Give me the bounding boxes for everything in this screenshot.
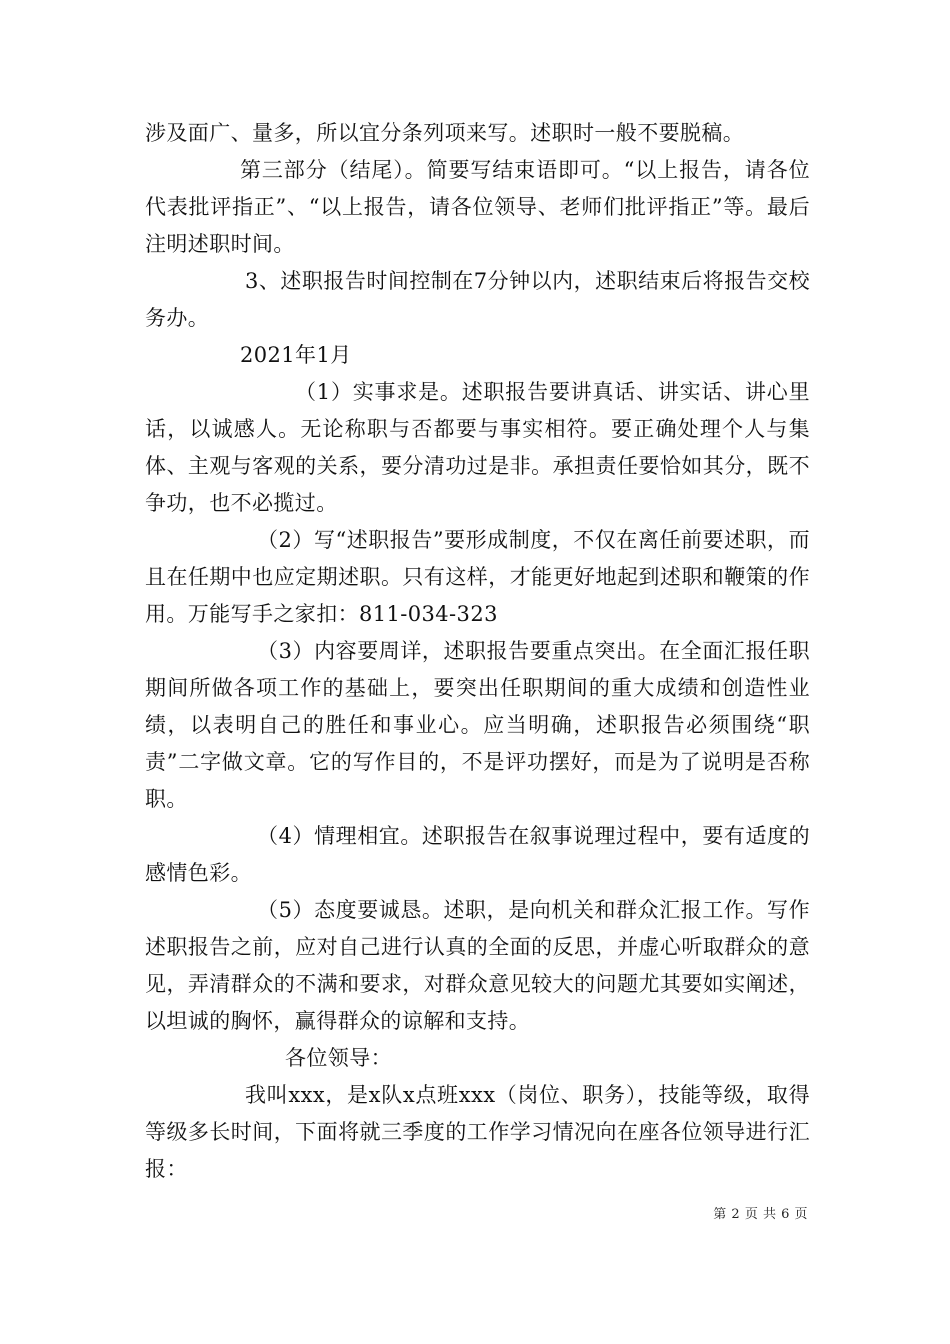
paragraph-self-introduction: 我叫xxx，是x队x点班xxx（岗位、职务），技能等级，取得等级多长时间，下面将就三季度的工作学习情况向在座各位领导进行汇报： (145, 1083, 810, 1181)
paragraph-date: 2021年1月 (240, 343, 352, 367)
paragraph-part-three-ending: 第三部分（结尾）。简要写结束语即可。“以上报告，请各位代表批评指正”、“以上报告，请各位领导、老师们批评指正”等。最后注明述职时间。 (145, 158, 810, 256)
paragraph-time-control: 3、述职报告时间控制在7分钟以内，述职结束后将报告交校务办。 (145, 269, 810, 330)
page-number-footer: 第 2 页 共 6 页 (713, 1207, 808, 1222)
paragraph-list-continuation: 涉及面广、量多，所以宜分条列项来写。述职时一般不要脱稿。 (145, 121, 745, 145)
paragraph-point-2: （2）写“述职报告”要形成制度，不仅在离任前要述职，而且在任期中也应定期述职。只有这样，才能更好地起到述职和鞭策的作用。万能写手之家扣：811-034-323 (145, 528, 810, 626)
paragraph-point-3: （3）内容要周详，述职报告要重点突出。在全面汇报任职期间所做各项工作的基础上，要突出任职期间的重大成绩和创造性业绩，以表明自己的胜任和事业心。应当明确，述职报告必须围绕“职责”二字做文章。它的写作目的，不是评功摆好，而是为了说明是否称职。 (145, 639, 810, 811)
document-body (145, 115, 810, 1188)
paragraph-point-4: （4）情理相宜。述职报告在叙事说理过程中，要有适度的感情色彩。 (145, 824, 810, 885)
paragraph-point-5: （5）态度要诚恳。述职，是向机关和群众汇报工作。写作述职报告之前，应对自己进行认真的全面的反思，并虚心听取群众的意见，弄清群众的不满和要求，对群众意见较大的问题尤其要如实阐述，以坦诚的胸怀，赢得群众的谅解和支持。 (145, 898, 810, 1033)
paragraph-salutation: 各位领导： (285, 1046, 392, 1070)
paragraph-point-1: （1）实事求是。述职报告要讲真话、讲实话、讲心里话，以诚感人。无论称职与否都要与事实相符。要正确处理个人与集体、主观与客观的关系，要分清功过是非。承担责任要恰如其分，既不争功，也不必揽过。 (145, 380, 810, 515)
